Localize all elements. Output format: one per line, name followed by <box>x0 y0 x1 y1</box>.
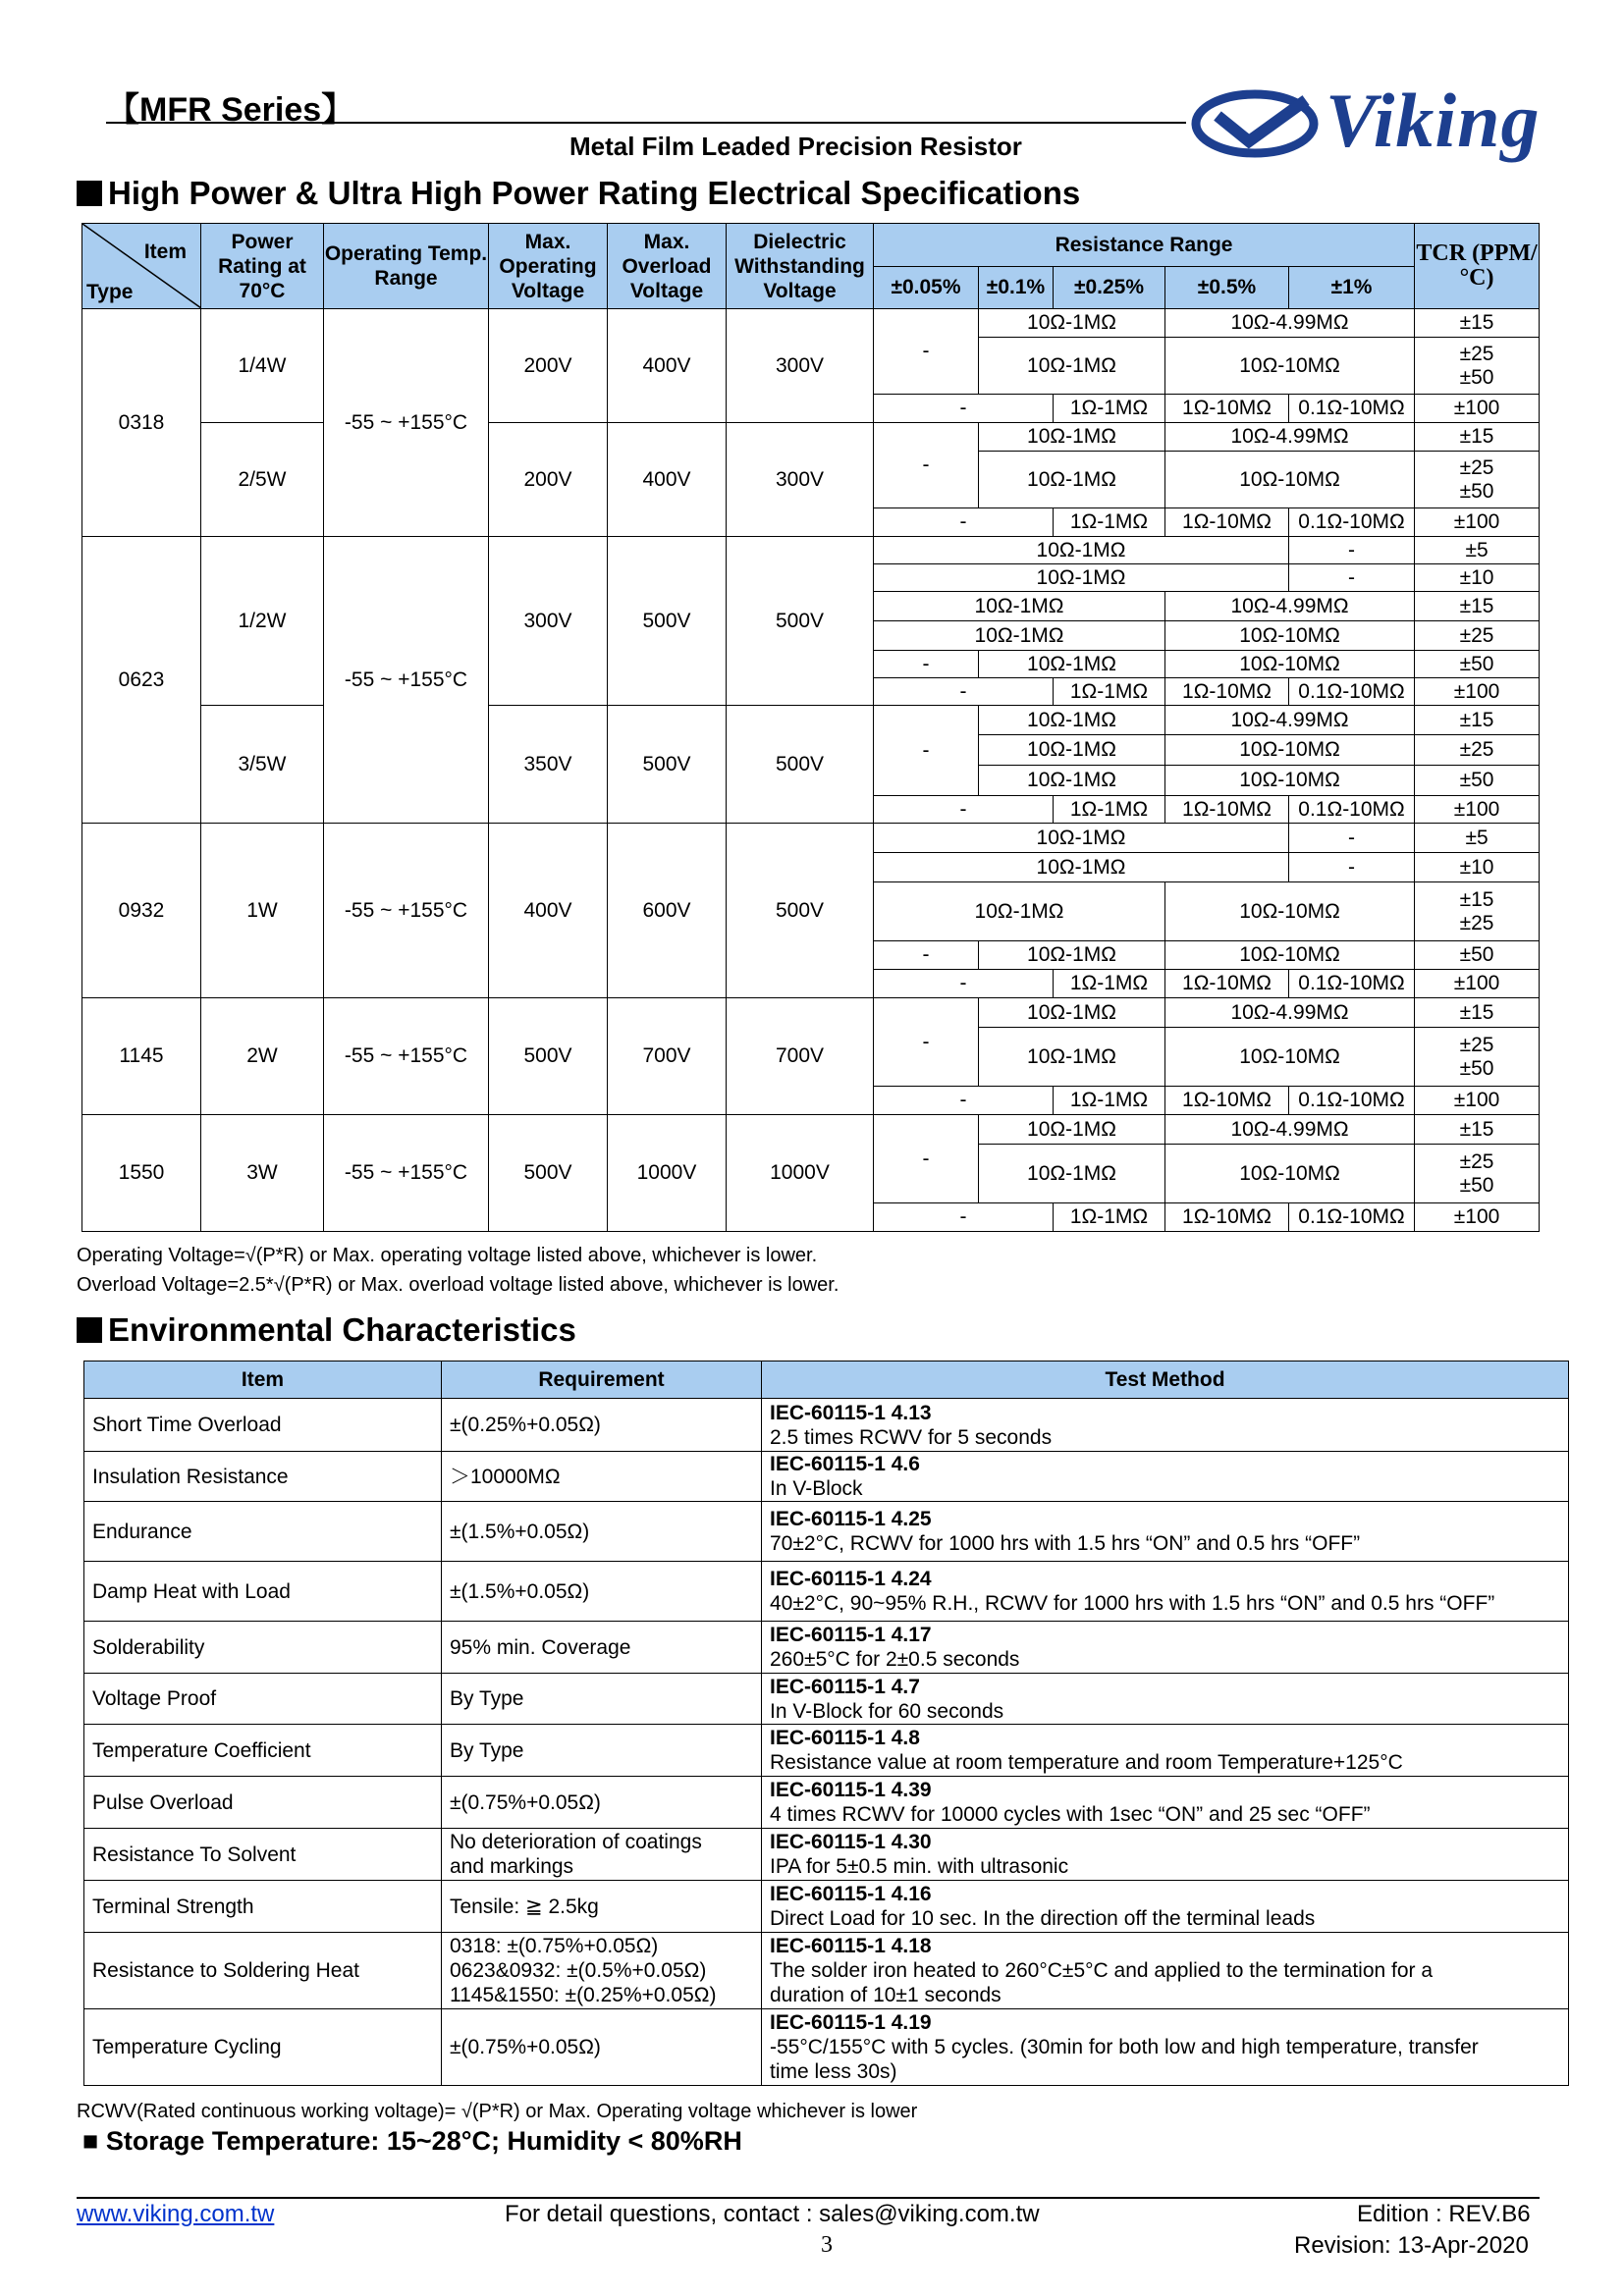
operating-voltage-note: Operating Voltage=√(P*R) or Max. operating voltage listed above, whichever is lower. <box>77 1245 818 1266</box>
standard-reference: IEC-60115-1 4.18 <box>770 1935 932 1957</box>
range-cell: 1Ω-1MΩ <box>1054 1203 1165 1232</box>
tcr-cell: ±15 <box>1415 592 1540 621</box>
footer-website[interactable] <box>77 2201 274 2228</box>
op-voltage-cell: 500V <box>489 1115 608 1232</box>
section-title-environmental: Environmental Characteristics <box>77 1311 576 1349</box>
tcr-cell: ±15 <box>1415 1115 1540 1145</box>
tcr-cell: ±50 <box>1415 941 1540 970</box>
range-cell: 0.1Ω-10MΩ <box>1289 1203 1415 1232</box>
electrical-spec-table <box>81 223 1540 1232</box>
tol-0-5-header: ±0.5% <box>1165 266 1289 309</box>
op-voltage-cell: 200V <box>489 309 608 423</box>
bullet-square-icon <box>77 1317 102 1343</box>
standard-reference: IEC-60115-1 4.24 <box>770 1568 932 1590</box>
document-subtitle: Metal Film Leaded Precision Resistor <box>569 132 1022 161</box>
env-requirement-cell: ＞10000MΩ <box>442 1452 762 1502</box>
type-cell: 1145 <box>82 998 201 1115</box>
range-cell: - <box>874 309 979 395</box>
env-test-method-cell: IEC-60115-1 4.16 Direct Load for 10 sec. In the direction off the terminal leads <box>762 1881 1569 1933</box>
range-cell: 10Ω-4.99MΩ <box>1165 592 1415 621</box>
item-column-header: Item <box>84 1362 442 1399</box>
footer-revision: Revision: 13-Apr-2020 <box>1294 2232 1529 2259</box>
env-item-cell: Resistance To Solvent <box>84 1829 442 1881</box>
power-cell: 2W <box>201 998 324 1115</box>
temp-cell: -55 ~ +155°C <box>324 537 489 824</box>
env-requirement-cell: ±(0.75%+0.05Ω) <box>442 1777 762 1829</box>
range-cell: 10Ω-10MΩ <box>1165 1145 1415 1203</box>
ol-voltage-cell: 500V <box>608 537 727 706</box>
range-cell: 1Ω-1MΩ <box>1054 970 1165 998</box>
env-item-cell: Damp Heat with Load <box>84 1562 442 1622</box>
env-requirement-cell: By Type <box>442 1725 762 1777</box>
env-requirement-cell: Tensile: ≧ 2.5kg <box>442 1881 762 1933</box>
tcr-cell: ±100 <box>1415 508 1540 537</box>
tcr-cell: ±5 <box>1415 824 1540 853</box>
range-cell: 10Ω-1MΩ <box>979 338 1165 395</box>
power-cell: 1/2W <box>201 537 324 706</box>
range-cell: 10Ω-1MΩ <box>979 1115 1165 1145</box>
range-cell: 10Ω-10MΩ <box>1165 941 1415 970</box>
tcr-cell: ±100 <box>1415 1087 1540 1115</box>
table-row <box>82 1115 1540 1145</box>
env-test-method-cell: IEC-60115-1 4.30 IPA for 5±0.5 min. with ultrasonic <box>762 1829 1569 1881</box>
range-cell: 10Ω-10MΩ <box>1165 452 1415 508</box>
range-cell: 10Ω-4.99MΩ <box>1165 706 1415 735</box>
dw-voltage-cell: 700V <box>727 998 874 1115</box>
op-voltage-cell: 300V <box>489 537 608 706</box>
range-cell: - <box>874 1203 1054 1232</box>
range-cell: - <box>874 796 1054 824</box>
tcr-cell: ±50 <box>1415 766 1540 796</box>
type-cell: 1550 <box>82 1115 201 1232</box>
env-test-method-cell: IEC-60115-1 4.8 Resistance value at room temperature and room Temperature+125°C <box>762 1725 1569 1777</box>
dielectric-header: Dielectric Withstanding Voltage <box>727 224 874 309</box>
range-cell: 10Ω-4.99MΩ <box>1165 423 1415 452</box>
temp-cell: -55 ~ +155°C <box>324 998 489 1115</box>
standard-reference: IEC-60115-1 4.19 <box>770 2011 932 2034</box>
brand-name: Viking <box>1326 78 1541 163</box>
range-cell: 1Ω-10MΩ <box>1165 796 1289 824</box>
power-rating-header: Power Rating at 70°C <box>201 224 324 309</box>
series-title: 【MFR Series】 <box>106 91 355 129</box>
range-cell: - <box>1289 853 1415 882</box>
range-cell: - <box>874 998 979 1087</box>
range-cell: 10Ω-4.99MΩ <box>1165 1115 1415 1145</box>
range-cell: - <box>874 395 1054 423</box>
env-requirement-cell: 95% min. Coverage <box>442 1622 762 1674</box>
range-cell: 1Ω-10MΩ <box>1165 1087 1289 1115</box>
temp-cell: -55 ~ +155°C <box>324 309 489 537</box>
standard-reference: IEC-60115-1 4.30 <box>770 1831 932 1853</box>
ol-voltage-cell: 500V <box>608 706 727 824</box>
range-cell: 10Ω-4.99MΩ <box>1165 998 1415 1028</box>
standard-reference: IEC-60115-1 4.25 <box>770 1508 932 1530</box>
range-cell: 10Ω-1MΩ <box>874 824 1289 853</box>
table-row <box>84 1777 1569 1829</box>
tcr-cell: ±10 <box>1415 564 1540 592</box>
bullet-square-icon: ■ <box>82 2126 106 2156</box>
power-cell: 3/5W <box>201 706 324 824</box>
bullet-square-icon <box>77 181 102 206</box>
tcr-cell: ±15 <box>1415 706 1540 735</box>
tcr-cell: ±25 ±50 <box>1415 452 1540 508</box>
table-row <box>82 423 1540 452</box>
env-test-method-cell: IEC-60115-1 4.17 260±5°C for 2±0.5 seconds <box>762 1622 1569 1674</box>
range-cell: 10Ω-1MΩ <box>979 1028 1165 1087</box>
env-item-cell: Short Time Overload <box>84 1399 442 1452</box>
range-cell: 10Ω-1MΩ <box>979 766 1165 796</box>
type-cell: 0318 <box>82 309 201 537</box>
range-cell: 10Ω-1MΩ <box>874 853 1289 882</box>
tcr-cell: ±25 <box>1415 735 1540 766</box>
env-test-method-cell: IEC-60115-1 4.18 The solder iron heated to 260°C±5°C and applied to the termination for a duration of 10±1 seconds <box>762 1933 1569 2009</box>
env-item-cell: Insulation Resistance <box>84 1452 442 1502</box>
tcr-cell: ±100 <box>1415 970 1540 998</box>
range-cell: - <box>874 508 1054 537</box>
website-link[interactable]: www.viking.com.tw <box>77 2201 275 2227</box>
ol-voltage-cell: 400V <box>608 309 727 423</box>
range-cell: 10Ω-1MΩ <box>979 1145 1165 1203</box>
dw-voltage-cell: 300V <box>727 423 874 537</box>
range-cell: 1Ω-1MΩ <box>1054 1087 1165 1115</box>
dw-voltage-cell: 500V <box>727 537 874 706</box>
env-test-method-cell: IEC-60115-1 4.19 -55°C/155°C with 5 cycles. (30min for both low and high temperature, transfer time less 30s) <box>762 2009 1569 2086</box>
tcr-cell: ±100 <box>1415 678 1540 706</box>
standard-reference: IEC-60115-1 4.6 <box>770 1453 920 1475</box>
tol-0-05-header: ±0.05% <box>874 266 979 309</box>
op-voltage-cell: 350V <box>489 706 608 824</box>
env-item-cell: Endurance <box>84 1502 442 1562</box>
overload-voltage-note: Overload Voltage=2.5*√(P*R) or Max. overload voltage listed above, whichever is lower. <box>77 1274 839 1296</box>
range-cell: - <box>874 1087 1054 1115</box>
range-cell: 10Ω-10MΩ <box>1165 338 1415 395</box>
test-method-column-header: Test Method <box>762 1362 1569 1399</box>
env-requirement-cell: ±(0.75%+0.05Ω) <box>442 2009 762 2086</box>
max-operating-header: Max. Operating Voltage <box>489 224 608 309</box>
standard-reference: IEC-60115-1 4.16 <box>770 1883 932 1905</box>
range-cell: - <box>874 651 979 678</box>
dw-voltage-cell: 1000V <box>727 1115 874 1232</box>
range-cell: 10Ω-10MΩ <box>1165 735 1415 766</box>
range-cell: - <box>1289 824 1415 853</box>
type-cell: 0623 <box>82 537 201 824</box>
requirement-column-header: Requirement <box>442 1362 762 1399</box>
table-row <box>84 1674 1569 1725</box>
range-cell: - <box>874 970 1054 998</box>
env-requirement-cell: ±(0.25%+0.05Ω) <box>442 1399 762 1452</box>
tcr-header: TCR (PPM/°C) <box>1415 224 1540 309</box>
table-row <box>84 1502 1569 1562</box>
range-cell: 1Ω-10MΩ <box>1165 1203 1289 1232</box>
range-cell: 10Ω-1MΩ <box>979 706 1165 735</box>
temp-cell: -55 ~ +155°C <box>324 1115 489 1232</box>
tcr-cell: ±25 <box>1415 621 1540 651</box>
env-item-cell: Solderability <box>84 1622 442 1674</box>
op-voltage-cell: 500V <box>489 998 608 1115</box>
table-row <box>84 1881 1569 1933</box>
range-cell: 10Ω-1MΩ <box>979 423 1165 452</box>
standard-reference: IEC-60115-1 4.8 <box>770 1727 920 1749</box>
range-cell: 10Ω-1MΩ <box>979 309 1165 338</box>
env-item-cell: Temperature Cycling <box>84 2009 442 2086</box>
standard-reference: IEC-60115-1 4.13 <box>770 1401 932 1424</box>
table-row <box>82 998 1540 1028</box>
table-row <box>82 706 1540 735</box>
env-requirement-cell: No deterioration of coatings and markings <box>442 1829 762 1881</box>
power-cell: 3W <box>201 1115 324 1232</box>
item-type-header: Item Type <box>82 224 201 309</box>
dw-voltage-cell: 500V <box>727 706 874 824</box>
env-item-cell: Pulse Overload <box>84 1777 442 1829</box>
op-voltage-cell: 200V <box>489 423 608 537</box>
env-requirement-cell: ±(1.5%+0.05Ω) <box>442 1562 762 1622</box>
range-cell: 1Ω-1MΩ <box>1054 508 1165 537</box>
env-test-method-cell: IEC-60115-1 4.39 4 times RCWV for 10000 cycles with 1sec “ON” and 25 sec “OFF” <box>762 1777 1569 1829</box>
table-row <box>82 309 1540 338</box>
table-row <box>84 1829 1569 1881</box>
table-row <box>84 1622 1569 1674</box>
range-cell: 1Ω-1MΩ <box>1054 796 1165 824</box>
range-cell: - <box>874 1115 979 1203</box>
range-cell: 0.1Ω-10MΩ <box>1289 1087 1415 1115</box>
env-test-method-cell: IEC-60115-1 4.6 In V-Block <box>762 1452 1569 1502</box>
temp-cell: -55 ~ +155°C <box>324 824 489 998</box>
table-row <box>84 1933 1569 2009</box>
range-cell: - <box>874 423 979 508</box>
range-cell: 1Ω-10MΩ <box>1165 508 1289 537</box>
tcr-cell: ±25 ±50 <box>1415 1145 1540 1203</box>
range-cell: 10Ω-1MΩ <box>874 621 1165 651</box>
range-cell: 1Ω-1MΩ <box>1054 678 1165 706</box>
dw-voltage-cell: 300V <box>727 309 874 423</box>
standard-reference: IEC-60115-1 4.7 <box>770 1675 920 1698</box>
page-number: 3 <box>821 2232 833 2258</box>
range-cell: 0.1Ω-10MΩ <box>1289 678 1415 706</box>
footer-edition: Edition : REV.B6 <box>1357 2201 1531 2227</box>
range-cell: - <box>874 678 1054 706</box>
range-cell: 1Ω-10MΩ <box>1165 678 1289 706</box>
range-cell: 10Ω-10MΩ <box>1165 766 1415 796</box>
section-title-specs: High Power & Ultra High Power Rating Electrical Specifications <box>77 175 1080 212</box>
tcr-cell: ±15 <box>1415 309 1540 338</box>
range-cell: 10Ω-1MΩ <box>979 735 1165 766</box>
env-requirement-cell: ±(1.5%+0.05Ω) <box>442 1502 762 1562</box>
tcr-cell: ±100 <box>1415 1203 1540 1232</box>
power-cell: 1/4W <box>201 309 324 423</box>
table-row <box>82 537 1540 564</box>
range-cell: - <box>1289 537 1415 564</box>
env-item-cell: Temperature Coefficient <box>84 1725 442 1777</box>
env-requirement-cell: By Type <box>442 1674 762 1725</box>
env-test-method-cell: IEC-60115-1 4.25 70±2°C, RCWV for 1000 hrs with 1.5 hrs “ON” and 0.5 hrs “OFF” <box>762 1502 1569 1562</box>
footer-rule <box>77 2197 1540 2199</box>
env-test-method-cell: IEC-60115-1 4.24 40±2°C, 90~95% R.H., RCWV for 1000 hrs with 1.5 hrs “ON” and 0.5 hrs “OFF” <box>762 1562 1569 1622</box>
range-cell: 10Ω-1MΩ <box>979 998 1165 1028</box>
range-cell: 10Ω-1MΩ <box>874 882 1165 941</box>
table-row <box>84 1562 1569 1622</box>
tcr-cell: ±25 ±50 <box>1415 1028 1540 1087</box>
range-cell: 10Ω-1MΩ <box>874 564 1289 592</box>
range-cell: 10Ω-10MΩ <box>1165 882 1415 941</box>
environmental-table <box>83 1361 1569 2086</box>
max-overload-header: Max. Overload Voltage <box>608 224 727 309</box>
table-row <box>84 2009 1569 2086</box>
op-voltage-cell: 400V <box>489 824 608 998</box>
range-cell: - <box>874 941 979 970</box>
temp-range-header: Operating Temp. Range <box>324 224 489 309</box>
range-cell: 10Ω-10MΩ <box>1165 621 1415 651</box>
tcr-cell: ±10 <box>1415 853 1540 882</box>
range-cell: 10Ω-10MΩ <box>1165 651 1415 678</box>
ol-voltage-cell: 700V <box>608 998 727 1115</box>
range-cell: 10Ω-1MΩ <box>874 537 1289 564</box>
range-cell: 10Ω-1MΩ <box>979 651 1165 678</box>
env-item-cell: Resistance to Soldering Heat <box>84 1933 442 2009</box>
standard-reference: IEC-60115-1 4.39 <box>770 1779 932 1801</box>
table-row <box>84 1452 1569 1502</box>
table-row <box>84 1725 1569 1777</box>
range-cell: 10Ω-1MΩ <box>874 592 1165 621</box>
resistance-range-header: Resistance Range <box>874 224 1415 267</box>
range-cell: - <box>874 706 979 796</box>
ol-voltage-cell: 600V <box>608 824 727 998</box>
tcr-cell: ±15 ±25 <box>1415 882 1540 941</box>
env-item-cell: Terminal Strength <box>84 1881 442 1933</box>
power-cell: 1W <box>201 824 324 998</box>
range-cell: - <box>1289 564 1415 592</box>
range-cell: 10Ω-10MΩ <box>1165 1028 1415 1087</box>
env-test-method-cell: IEC-60115-1 4.13 2.5 times RCWV for 5 seconds <box>762 1399 1569 1452</box>
type-cell: 0932 <box>82 824 201 998</box>
logo-emblem-icon <box>1188 77 1345 171</box>
range-cell: 1Ω-1MΩ <box>1054 395 1165 423</box>
range-cell: 0.1Ω-10MΩ <box>1289 970 1415 998</box>
range-cell: 0.1Ω-10MΩ <box>1289 395 1415 423</box>
tol-0-1-header: ±0.1% <box>979 266 1054 309</box>
tcr-cell: ±25 ±50 <box>1415 338 1540 395</box>
range-cell: 10Ω-4.99MΩ <box>1165 309 1415 338</box>
standard-reference: IEC-60115-1 4.17 <box>770 1624 932 1646</box>
viking-logo <box>1188 77 1561 171</box>
tcr-cell: ±15 <box>1415 423 1540 452</box>
env-test-method-cell: IEC-60115-1 4.7 In V-Block for 60 seconds <box>762 1674 1569 1725</box>
tcr-cell: ±100 <box>1415 395 1540 423</box>
env-item-cell: Voltage Proof <box>84 1674 442 1725</box>
range-cell: 1Ω-10MΩ <box>1165 395 1289 423</box>
range-cell: 10Ω-1MΩ <box>979 452 1165 508</box>
range-cell: 0.1Ω-10MΩ <box>1289 796 1415 824</box>
range-cell: 10Ω-1MΩ <box>979 941 1165 970</box>
env-requirement-cell: 0318: ±(0.75%+0.05Ω) 0623&0932: ±(0.5%+0.05Ω) 1145&1550: ±(0.25%+0.05Ω) <box>442 1933 762 2009</box>
power-cell: 2/5W <box>201 423 324 537</box>
tcr-cell: ±15 <box>1415 998 1540 1028</box>
storage-conditions: ■ Storage Temperature: 15~28°C; Humidity < 80%RH <box>82 2126 742 2156</box>
rcwv-note: RCWV(Rated continuous working voltage)= √(P*R) or Max. Operating voltage whichever is lower <box>77 2101 918 2122</box>
table-row <box>84 1399 1569 1452</box>
table-row <box>82 824 1540 853</box>
header-rule <box>106 122 1186 124</box>
footer-contact: For detail questions, contact : sales@viking.com.tw <box>505 2201 1040 2227</box>
tol-1-header: ±1% <box>1289 266 1415 309</box>
dw-voltage-cell: 500V <box>727 824 874 998</box>
tcr-cell: ±50 <box>1415 651 1540 678</box>
ol-voltage-cell: 400V <box>608 423 727 537</box>
tcr-cell: ±100 <box>1415 796 1540 824</box>
ol-voltage-cell: 1000V <box>608 1115 727 1232</box>
range-cell: 1Ω-10MΩ <box>1165 970 1289 998</box>
range-cell: 0.1Ω-10MΩ <box>1289 508 1415 537</box>
tcr-cell: ±5 <box>1415 537 1540 564</box>
tol-0-25-header: ±0.25% <box>1054 266 1165 309</box>
